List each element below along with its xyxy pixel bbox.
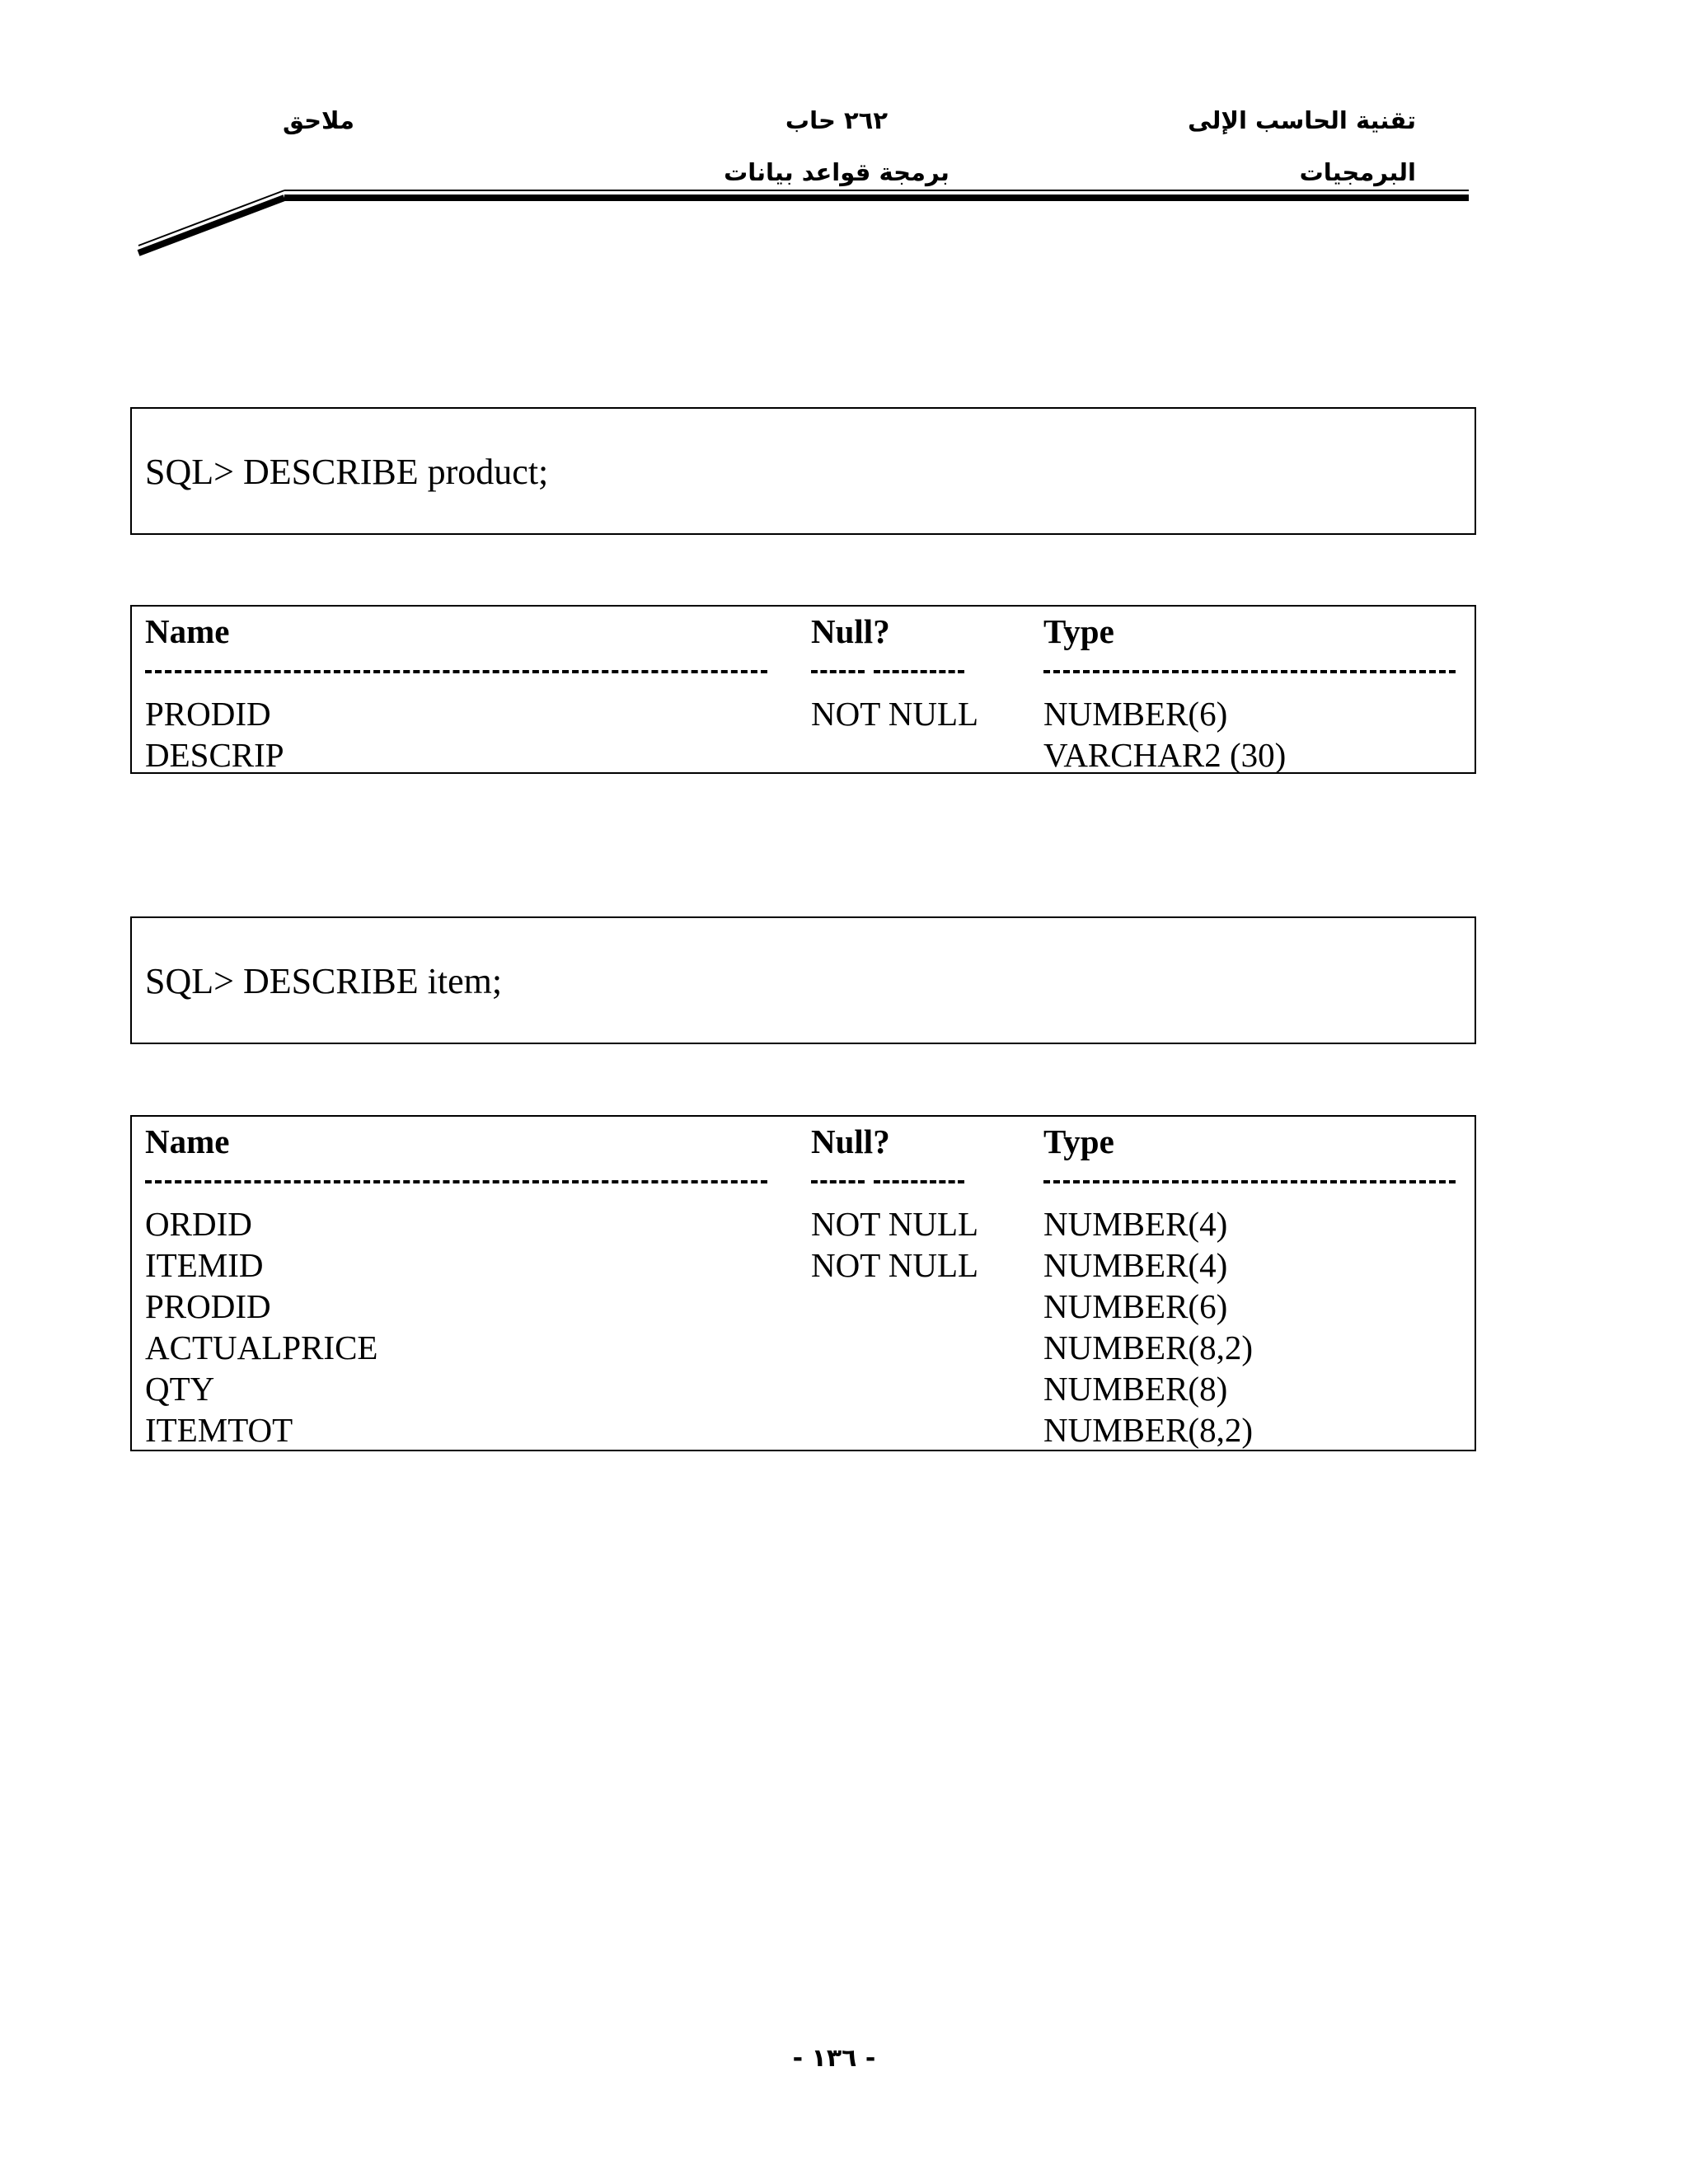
row-name: ITEMTOT (145, 1411, 293, 1449)
row-type: NUMBER(8) (1043, 1370, 1228, 1408)
separator-dashes (1043, 670, 1456, 673)
separator-dashes (874, 1180, 964, 1183)
row-null: NOT NULL (811, 695, 979, 733)
table-header-row (132, 611, 1475, 652)
separator-dashes (811, 670, 865, 673)
table-row (132, 1286, 1475, 1327)
row-name: QTY (145, 1370, 215, 1408)
table-row (132, 693, 1475, 734)
column-header-null: Null? (811, 612, 890, 650)
page-number: - ١٣٦ - (792, 2044, 876, 2073)
table-separator-row (132, 1162, 1475, 1203)
table-header-row (132, 1121, 1475, 1162)
separator-dashes (145, 1180, 767, 1183)
row-type: VARCHAR2 (30) (1043, 736, 1287, 774)
command-text-product: SQL> DESCRIBE product; (145, 452, 549, 492)
row-type: NUMBER(8,2) (1043, 1329, 1253, 1366)
command-text-item: SQL> DESCRIBE item; (145, 961, 503, 1001)
column-header-null: Null? (811, 1122, 890, 1160)
table-row (132, 1368, 1475, 1409)
row-type: NUMBER(6) (1043, 695, 1228, 733)
header-rule (0, 0, 1688, 272)
header-course-code: ٢٦٢ حاب (785, 106, 889, 134)
describe-table-item (130, 1115, 1476, 1451)
separator-dashes (874, 670, 964, 673)
table-row (132, 1409, 1475, 1451)
table-row (132, 734, 1475, 776)
header-rule-slant-thick (138, 198, 284, 253)
command-box-item (130, 916, 1476, 1044)
column-header-name: Name (145, 612, 230, 650)
header-rule-slant-thin (138, 190, 284, 246)
row-name: ORDID (145, 1205, 252, 1243)
describe-table-product (130, 605, 1476, 774)
separator-dashes (811, 1180, 865, 1183)
row-name: ACTUALPRICE (145, 1329, 378, 1366)
row-name: PRODID (145, 695, 271, 733)
command-box-product (130, 407, 1476, 535)
row-type: NUMBER(6) (1043, 1287, 1228, 1325)
table-row (132, 1244, 1475, 1286)
column-header-type: Type (1043, 1122, 1114, 1160)
table-row (132, 1203, 1475, 1244)
row-type: NUMBER(8,2) (1043, 1411, 1253, 1449)
column-header-type: Type (1043, 612, 1114, 650)
header-section: ملاحق (283, 106, 355, 134)
separator-dashes (145, 670, 767, 673)
header-department: البرمجيات (1299, 158, 1416, 186)
row-name: PRODID (145, 1287, 271, 1325)
table-row (132, 1327, 1475, 1368)
row-null: NOT NULL (811, 1246, 979, 1284)
row-type: NUMBER(4) (1043, 1246, 1228, 1284)
row-name: DESCRIP (145, 736, 284, 774)
row-null: NOT NULL (811, 1205, 979, 1243)
header-course-title: تقنية الحاسب الإلى (1188, 106, 1416, 134)
column-header-name: Name (145, 1122, 230, 1160)
header-course-name: برمجة قواعد بيانات (724, 158, 950, 186)
table-separator-row (132, 652, 1475, 693)
row-name: ITEMID (145, 1246, 264, 1284)
row-type: NUMBER(4) (1043, 1205, 1228, 1243)
separator-dashes (1043, 1180, 1456, 1183)
